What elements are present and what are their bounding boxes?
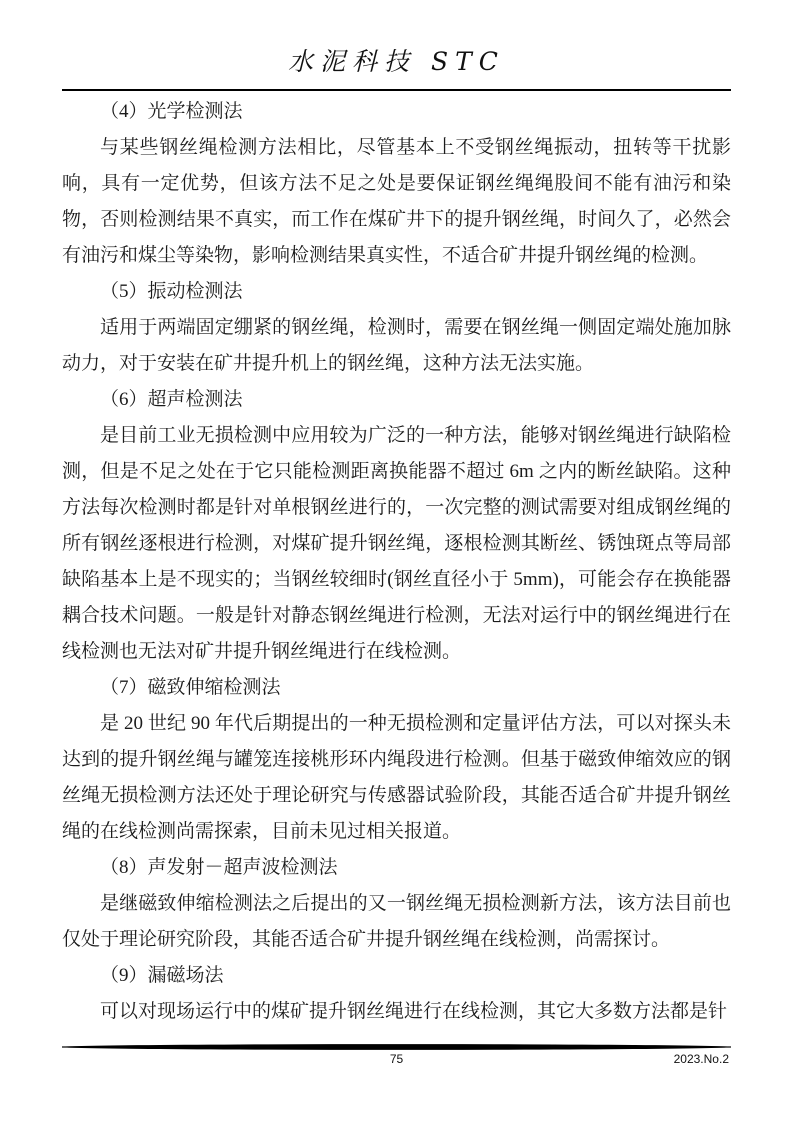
section-heading: （6）超声检测法 (100, 389, 243, 410)
section-acoustic-emission-method (62, 850, 731, 958)
section-heading: （7）磁致伸缩检测法 (100, 677, 281, 698)
section-paragraph: 是继磁致伸缩检测法之后提出的又一钢丝绳无损检测新方法，该方法目前也仅处于理论研究阶段，其能否适合矿井提升钢丝绳在线检测，尚需探讨。 (62, 893, 731, 950)
section-vibration-method (62, 274, 731, 382)
section-ultrasonic-method (62, 382, 731, 670)
page-footer (62, 1043, 731, 1069)
header-rule (62, 89, 731, 91)
section-magnetostriction-method (62, 670, 731, 850)
page-header (0, 0, 793, 78)
section-heading: （8）声发射－超声波检测法 (100, 857, 338, 878)
footer-rule (62, 1043, 731, 1051)
section-paragraph: 与某些钢丝绳检测方法相比，尽管基本上不受钢丝绳振动，扭转等干扰影响，具有一定优势，但该方法不足之处是要保证钢丝绳绳股间不能有油污和染物，否则检测结果不真实，而工作在煤矿井下的提升钢丝绳，时间久了，必然会有油污和煤尘等染物，影响检测结果真实性，不适合矿井提升钢丝绳的检测。 (62, 137, 731, 266)
section-magnetic-flux-leakage-method (62, 958, 731, 1030)
section-paragraph: 是目前工业无损检测中应用较为广泛的一种方法，能够对钢丝绳进行缺陷检测，但是不足之处在于它只能检测距离换能器不超过 6m 之内的断丝缺陷。这种方法每次检测时都是针对单根钢丝进行的，一次完整的测试需要对组成钢丝绳的所有钢丝逐根进行检测，对煤矿提升钢丝绳，逐根检测其断丝、锈蚀斑点等局部缺陷基本上是不现实的；当钢丝较细时(钢丝直径小于 5mm)，可能会存在换能器耦合技术问题。一般是针对静态钢丝绳进行检测，无法对运行中的钢丝绳进行在线检测也无法对矿井提升钢丝绳进行在线检测。 (62, 425, 731, 662)
section-optical-method (62, 94, 731, 274)
section-heading: （4）光学检测法 (100, 101, 243, 122)
page-number: 75 (389, 1052, 404, 1066)
footer-text-row (62, 1051, 731, 1069)
issue-number: 2023.No.2 (673, 1052, 729, 1066)
section-heading: （9）漏磁场法 (100, 965, 224, 986)
section-paragraph: 是 20 世纪 90 年代后期提出的一种无损检测和定量评估方法，可以对探头未达到的提升钢丝绳与罐笼连接桃形环内绳段进行检测。但基于磁致伸缩效应的钢丝绳无损检测方法还处于理论研究与传感器试验阶段，其能否适合矿井提升钢丝绳的在线检测尚需探索，目前未见过相关报道。 (62, 713, 731, 842)
section-paragraph: 可以对现场运行中的煤矿提升钢丝绳进行在线检测，其它大多数方法都是针 (100, 1001, 728, 1022)
section-heading: （5）振动检测法 (100, 281, 243, 302)
section-paragraph: 适用于两端固定绷紧的钢丝绳，检测时，需要在钢丝绳一侧固定端处施加脉动力，对于安装在矿井提升机上的钢丝绳，这种方法无法实施。 (62, 317, 731, 374)
document-body (62, 94, 731, 1030)
journal-title: 水泥科技 STC (288, 47, 505, 76)
